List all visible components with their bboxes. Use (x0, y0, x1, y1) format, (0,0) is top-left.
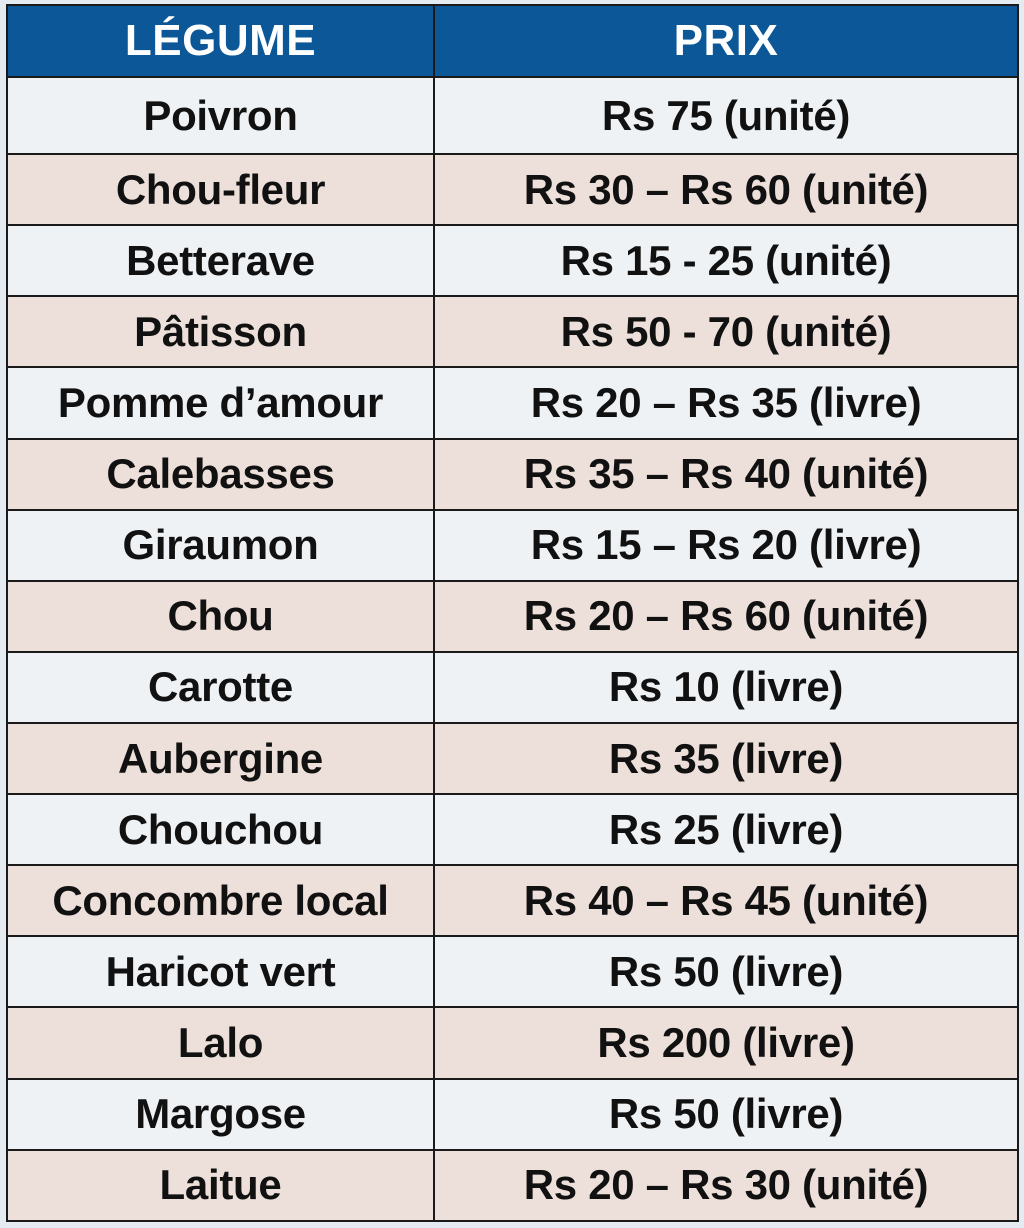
vegetable-cell: Aubergine (7, 723, 434, 794)
table-row (7, 865, 1018, 936)
table-row (7, 77, 1018, 154)
table-row (7, 652, 1018, 723)
price-cell: Rs 20 – Rs 35 (livre) (434, 367, 1018, 438)
header-vegetable: LÉGUME (7, 5, 434, 77)
vegetable-cell: Calebasses (7, 439, 434, 510)
price-cell: Rs 40 – Rs 45 (unité) (434, 865, 1018, 936)
table-row (7, 581, 1018, 652)
price-cell: Rs 200 (livre) (434, 1007, 1018, 1078)
vegetable-price-table (6, 4, 1019, 1222)
price-cell: Rs 50 (livre) (434, 1079, 1018, 1150)
header-price: PRIX (434, 5, 1018, 77)
vegetable-cell: Poivron (7, 77, 434, 154)
price-cell: Rs 20 – Rs 30 (unité) (434, 1150, 1018, 1221)
table-row (7, 794, 1018, 865)
price-cell: Rs 35 – Rs 40 (unité) (434, 439, 1018, 510)
table-row (7, 1150, 1018, 1221)
price-cell: Rs 25 (livre) (434, 794, 1018, 865)
price-cell: Rs 10 (livre) (434, 652, 1018, 723)
table-row (7, 225, 1018, 296)
vegetable-cell: Chou (7, 581, 434, 652)
vegetable-cell: Margose (7, 1079, 434, 1150)
price-cell: Rs 50 - 70 (unité) (434, 296, 1018, 367)
vegetable-cell: Lalo (7, 1007, 434, 1078)
price-cell: Rs 30 – Rs 60 (unité) (434, 154, 1018, 225)
table-header-row (7, 5, 1018, 77)
price-cell: Rs 20 – Rs 60 (unité) (434, 581, 1018, 652)
vegetable-cell: Chou-fleur (7, 154, 434, 225)
table-row (7, 439, 1018, 510)
vegetable-cell: Laitue (7, 1150, 434, 1221)
price-cell: Rs 50 (livre) (434, 936, 1018, 1007)
vegetable-cell: Chouchou (7, 794, 434, 865)
vegetable-cell: Giraumon (7, 510, 434, 581)
table-row (7, 723, 1018, 794)
table-row (7, 367, 1018, 438)
table-row (7, 154, 1018, 225)
price-cell: Rs 15 - 25 (unité) (434, 225, 1018, 296)
price-cell: Rs 15 – Rs 20 (livre) (434, 510, 1018, 581)
vegetable-cell: Haricot vert (7, 936, 434, 1007)
vegetable-cell: Pomme d’amour (7, 367, 434, 438)
table-row (7, 296, 1018, 367)
vegetable-cell: Concombre local (7, 865, 434, 936)
vegetable-cell: Carotte (7, 652, 434, 723)
price-cell: Rs 75 (unité) (434, 77, 1018, 154)
vegetable-cell: Pâtisson (7, 296, 434, 367)
table-row (7, 936, 1018, 1007)
table-row (7, 1007, 1018, 1078)
table-row (7, 1079, 1018, 1150)
price-cell: Rs 35 (livre) (434, 723, 1018, 794)
vegetable-cell: Betterave (7, 225, 434, 296)
table-row (7, 510, 1018, 581)
